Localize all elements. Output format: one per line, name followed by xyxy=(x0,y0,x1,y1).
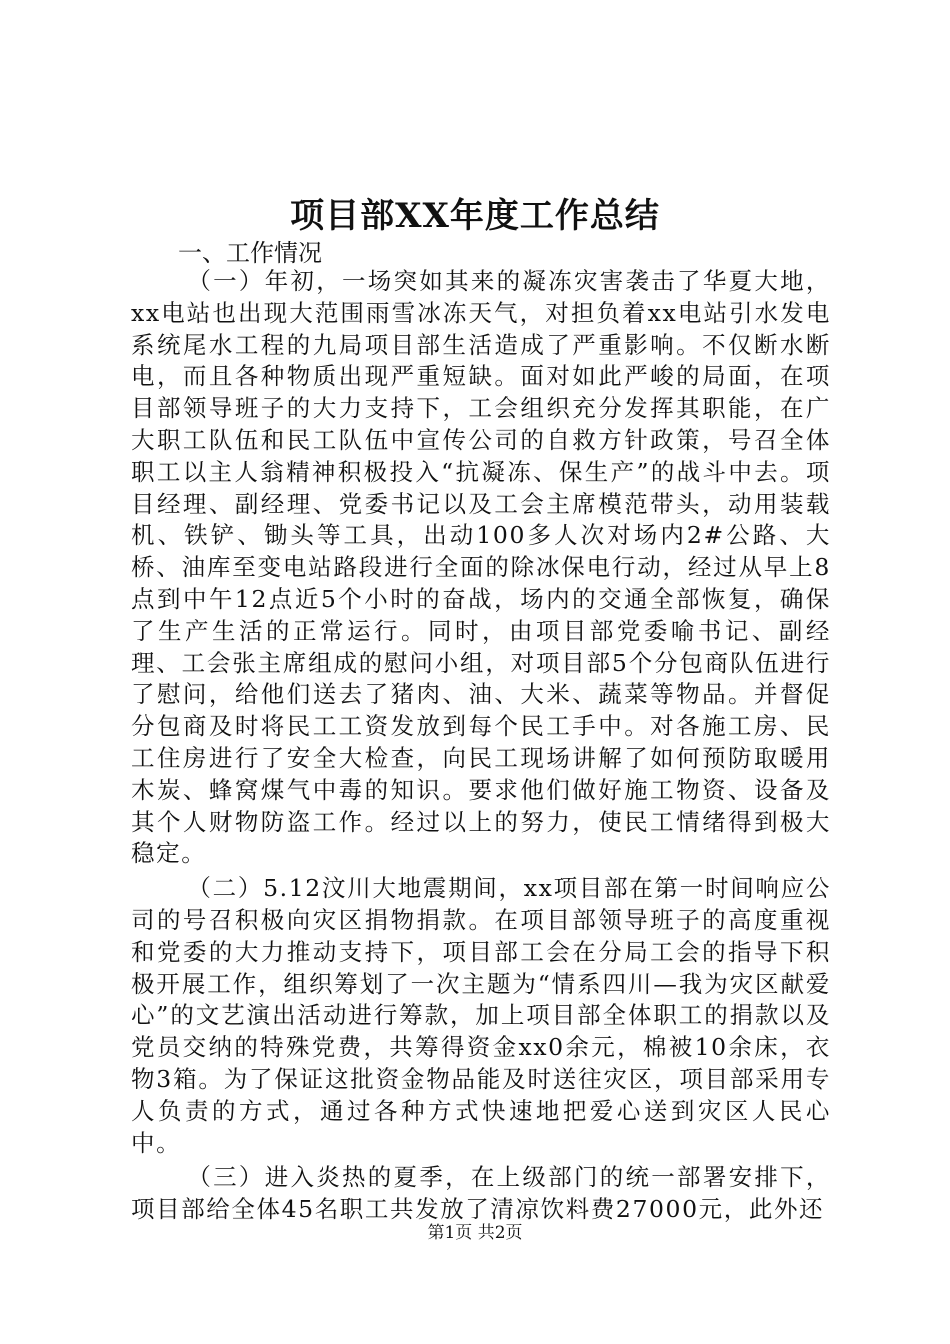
paragraph-3: （三）进入炎热的夏季，在上级部门的统一部署安排下，项目部给全体45名职工共发放了清凉饮料费27000元，此外还 xyxy=(131,1163,831,1224)
section-heading: 一、工作情况 xyxy=(178,239,322,267)
paragraph-1: （一）年初，一场突如其来的凝冻灾害袭击了华夏大地，xx电站也出现大范围雨雪冰冻天气，对担负着xx电站引水发电系统尾水工程的九局项目部生活造成了严重影响。不仅断水断电，而且各种物质出现严重短缺。面对如此严峻的局面，在项目部领导班子的大力支持下，工会组织充分发挥其职能，在广大职工队伍和民工队伍中宣传公司的自救方针政策，号召全体职工以主人翁精神积极投入“抗凝冻、保生产”的战斗中去。项目经理、副经理、党委书记以及工会主席模范带头，动用装载机、铁铲、锄头等工具，出动100多人次对场内2#公路、大桥、油库至变电站路段进行全面的除冰保电行动，经过从早上8点到中午12点近5个小时的奋战，场内的交通全部恢复，确保了生产生活的正常运行。同时，由项目部党委喻书记、副经理、工会张主席组成的慰问小组，对项目部5个分包商队伍进行了慰问，给他们送去了猪肉、油、大米、蔬菜等物品。并督促分包商及时将民工工资发放到每个民工手中。对各施工房、民工住房进行了安全大检查，向民工现场讲解了如何预防取暖用木炭、蜂窝煤气中毒的知识。要求他们做好施工物资、设备及其个人财物防盗工作。经过以上的努力，使民工情绪得到极大稳定。 xyxy=(131,267,831,868)
document-body xyxy=(131,266,831,1226)
document-title: 项目部XX年度工作总结 xyxy=(290,196,660,236)
paragraph-2: （二）5.12汶川大地震期间，xx项目部在第一时间响应公司的号召积极向灾区捐物捐款。在项目部领导班子的高度重视和党委的大力推动支持下，项目部工会在分局工会的指导下积极开展工作，组织筹划了一次主题为“情系四川—我为灾区献爱心”的文艺演出活动进行筹款，加上项目部全体职工的捐款以及党员交纳的特殊党费，共筹得资金xx0余元，棉被10余床，衣物3箱。为了保证这批资金物品能及时送往灾区，项目部采用专人负责的方式，通过各种方式快速地把爱心送到灾区人民心中。 xyxy=(131,874,831,1157)
page-number-footer: 第1页 共2页 xyxy=(427,1223,523,1243)
